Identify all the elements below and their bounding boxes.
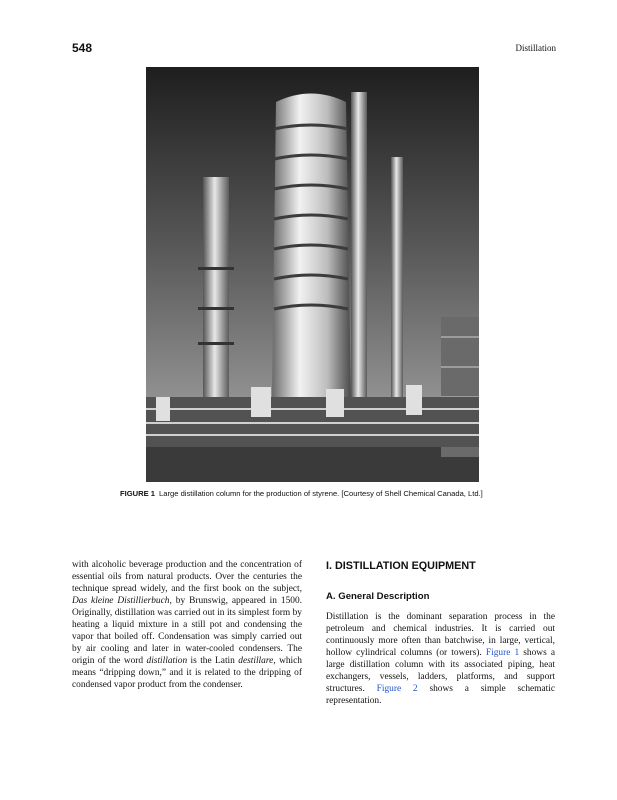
figure-caption-text: Large distillation column for the production of styrene. [Courtesy of Shell Chemical Canada, Ltd.] [159,489,483,498]
subsection-heading: A. General Description [326,591,430,602]
book-title: Das kleine Distillierbuch [72,596,170,606]
figure-label: FIGURE 1 [120,489,156,498]
left-text-4: , which means “dripping down,” and it is related to the dripping of condensed vapor product from the condenser. [72,656,302,690]
figure-caption [120,489,520,498]
figure-photo [146,67,479,482]
figure-2-link[interactable]: Figure 2 [376,684,418,694]
right-paragraph [326,611,555,707]
left-text-2: , by Brunswig, appeared in 1500. Originally, distillation was carried out in its simplest form by heating a liquid mixture in a still pot and condensing the vapor that boiled off. Condensation was simply carried out by air cooling and later in water-cooled condensers. The origin of the word [72,596,302,666]
term-distillation: distillation [146,656,188,666]
right-text-2: shows a large distillation column with its associated piping, heat exchangers, vessels, ladders, platforms, and support structures. [326,648,555,694]
section-heading: I. DISTILLATION EQUIPMENT [326,560,476,572]
left-text-3: is the Latin [187,656,239,666]
page-number: 548 [72,41,93,55]
term-destillare: destillare [238,656,274,666]
right-text-3: shows a simple schematic representation. [326,684,555,706]
left-text-1: with alcoholic beverage production and the concentration of essential oils from natural products. Over the centuries the technique spread widely, and the first book on the subject, [72,560,302,594]
right-column [326,559,555,707]
running-title: Distillation [515,43,556,53]
figure-1-link[interactable]: Figure 1 [485,648,520,658]
left-column-text [72,559,302,691]
right-text-1: Distillation is the dominant separation process in the petroleum and chemical industries. It is carried out continuously more often than batchwise, in large, vertical, hollow cylindrical columns (or towers). [326,612,555,658]
